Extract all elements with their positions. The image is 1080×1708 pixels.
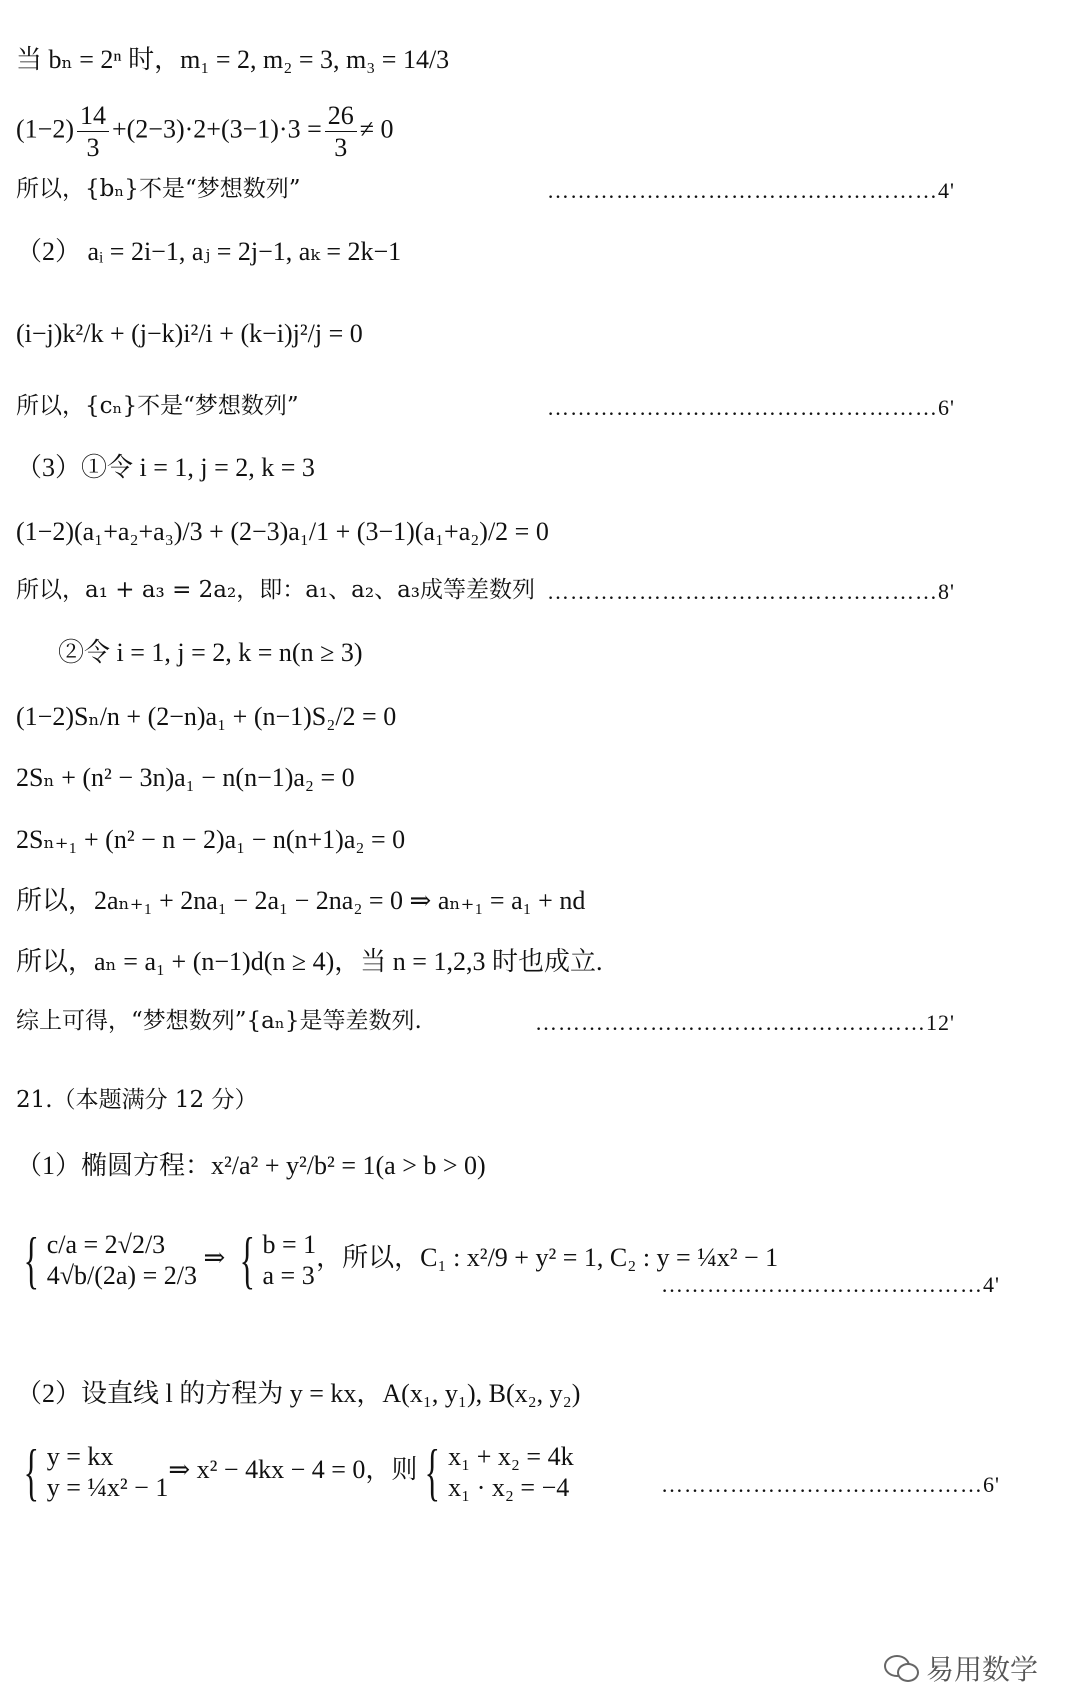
score-12: ……………………………………………12' — [535, 1010, 955, 1035]
eq2-suffix: ≠ 0 — [359, 114, 394, 144]
system-row: a = 3 — [262, 1261, 315, 1290]
system-row: c/a = 2√2/3 — [46, 1229, 166, 1259]
fraction-denominator: 3 — [334, 133, 348, 163]
equation-system — [47, 1229, 197, 1291]
implies-arrow: ⇒ — [203, 1242, 226, 1272]
section-heading-21: 21.（本题满分 12 分） — [16, 1087, 258, 1113]
system-row: x₁ · x₂ = −4 — [448, 1473, 570, 1502]
text-line-9: 所以，a₁ + a₃ = 2a₂，即：a₁、a₂、a₃成等差数列 — [16, 577, 536, 603]
eq-line-8: (1−2)(a₁+a₂+a₃)/3 + (2−3)a₁/1 + (3−1)(a₁+a₂)/2 = 0 — [16, 517, 549, 546]
eq21-middle: ⇒ x² − 4kx − 4 = 0，则 — [168, 1454, 418, 1484]
eq-line-14: 所以，2aₙ₊₁ + 2na₁ − 2a₁ − 2na₂ = 0 ⇒ aₙ₊₁ = a₁ + nd — [16, 886, 586, 915]
system-row: x₁ + x₂ = 4k — [448, 1441, 574, 1471]
eq-line-20: （2）设直线 l 的方程为 y = kx，A(x₁, y₁), B(x₂, y₂) — [16, 1379, 581, 1408]
eq2-middle: +(2−3)·2+(3−1)·3 = — [111, 114, 322, 144]
eq-line-5: (i−j)k²/k + (j−k)i²/i + (k−i)j²/j = 0 — [16, 319, 363, 348]
fraction-denominator: 3 — [86, 133, 100, 163]
fraction — [77, 100, 109, 163]
text-line-3: 所以，{bₙ}不是“梦想数列” — [16, 176, 301, 202]
left-brace: { — [425, 1436, 441, 1507]
score-6-b: ……………………………………6' — [661, 1472, 1000, 1497]
left-brace: { — [23, 1224, 40, 1295]
fraction — [325, 100, 357, 163]
watermark-text: 易用数学 — [925, 1653, 1038, 1686]
system-row: y = kx — [46, 1441, 114, 1471]
eq2-prefix: (1−2) — [16, 114, 74, 144]
eq-line-12: 2Sₙ + (n² − 3n)a₁ − n(n−1)a₂ = 0 — [16, 763, 355, 792]
fraction-numerator: 26 — [325, 100, 357, 132]
system-row: 4√b/(2a) = 2/3 — [46, 1261, 197, 1290]
score-4-b: ……………………………………4' — [661, 1272, 1000, 1297]
watermark — [884, 1648, 1038, 1688]
eq-line-1: 当 bₙ = 2ⁿ 时，m₁ = 2, m₂ = 3, m₃ = 14/3 — [16, 45, 450, 74]
equation-system — [47, 1441, 169, 1503]
equation-system — [448, 1441, 573, 1503]
eq-line-4: （2） aᵢ = 2i−1, aⱼ = 2j−1, aₖ = 2k−1 — [16, 237, 402, 266]
score-8: ……………………………………………8' — [547, 579, 955, 604]
text-line-6: 所以，{cₙ}不是“梦想数列” — [16, 393, 299, 419]
system-row: b = 1 — [262, 1229, 317, 1259]
eq-line-18: （1）椭圆方程：x²/a² + y²/b² = 1(a > b > 0) — [16, 1151, 486, 1180]
fraction-numerator: 14 — [77, 100, 109, 132]
wechat-icon — [884, 1655, 918, 1681]
text-line-16: 综上可得，“梦想数列”{aₙ}是等差数列. — [16, 1008, 422, 1034]
eq-line-10: ②令 i = 1, j = 2, k = n(n ≥ 3) — [58, 638, 363, 667]
system-row: y = ¼x² − 1 — [46, 1473, 169, 1502]
eq-line-13: 2Sₙ₊₁ + (n² − n − 2)a₁ − n(n+1)a₂ = 0 — [16, 825, 406, 854]
left-brace: { — [23, 1436, 40, 1507]
eq-line-15: 所以，aₙ = a₁ + (n−1)d(n ≥ 4)，当 n = 1,2,3 时也成立. — [16, 947, 603, 976]
score-6: ……………………………………………6' — [547, 395, 955, 420]
eq-line-7: （3）①令 i = 1, j = 2, k = 3 — [16, 453, 315, 482]
score-4: ……………………………………………4' — [547, 178, 955, 203]
eq19-suffix: ，所以，C₁ : x²/9 + y² = 1, C₂ : y = ¼x² − 1 — [316, 1242, 779, 1272]
eq-line-11: (1−2)Sₙ/n + (2−n)a₁ + (n−1)S₂/2 = 0 — [16, 702, 397, 731]
left-brace: { — [239, 1224, 255, 1295]
eq-line-2 — [16, 100, 1020, 163]
equation-system — [262, 1229, 316, 1291]
